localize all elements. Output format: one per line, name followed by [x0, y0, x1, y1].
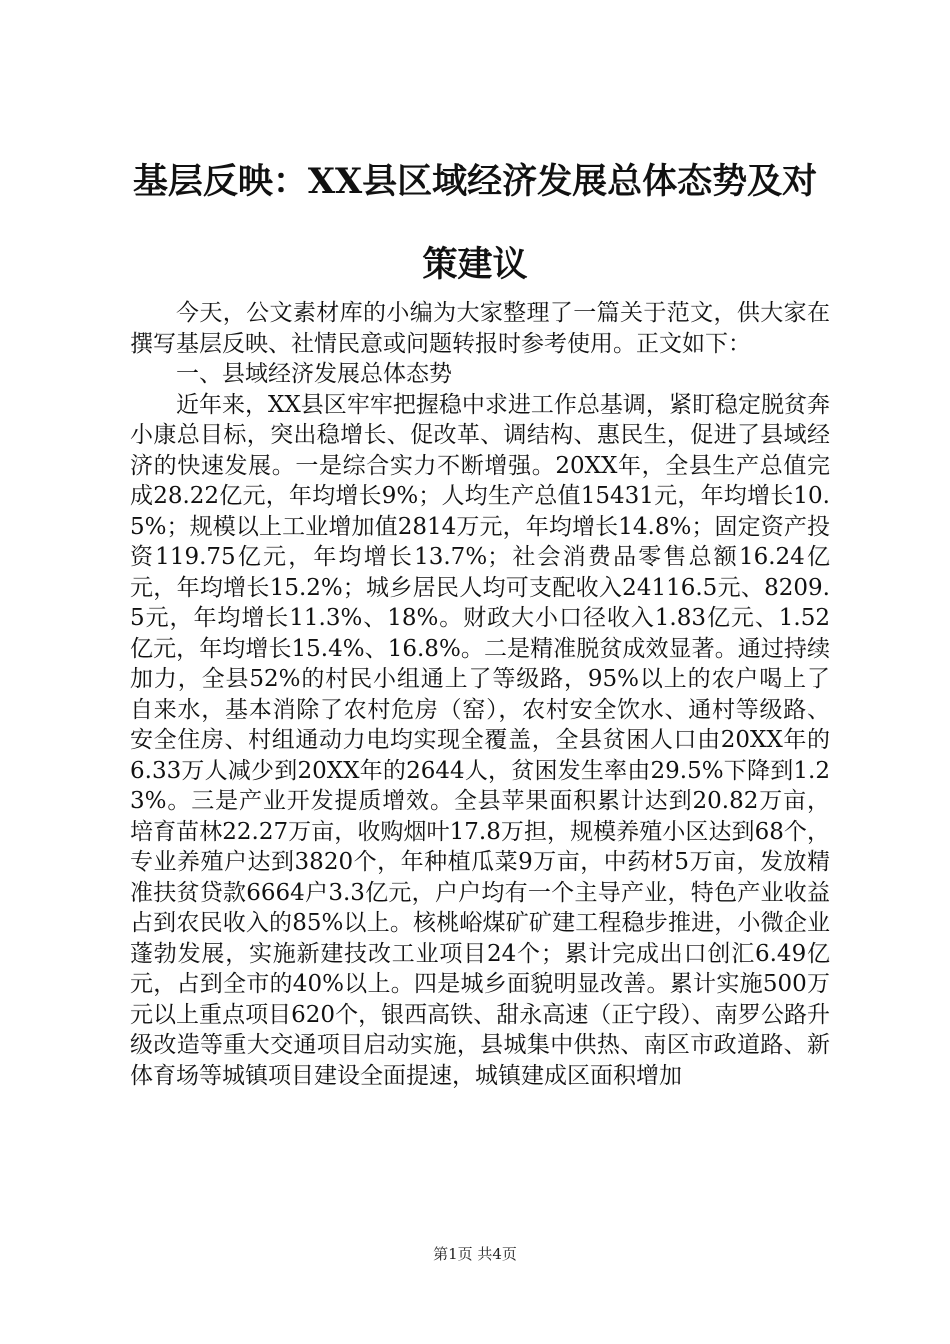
section-heading: 一、县域经济发展总体态势: [176, 361, 452, 387]
page-number-footer: 第1页 共4页: [433, 1245, 517, 1263]
document-title-line-2: 策建议: [422, 244, 528, 285]
document-body: [130, 298, 830, 1091]
document-title-line-1: 基层反映：XX县区域经济发展总体态势及对: [132, 161, 818, 202]
body-paragraph: 近年来，XX县区牢牢把握稳中求进工作总基调，紧盯稳定脱贫奔小康总目标，突出稳增长、促改革、调结构、惠民生，促进了县域经济的快速发展。一是综合实力不断增强。20XX年，全县生产总值完成28.22亿元，年均增长9%；人均生产总值15431元，年均增长10.5%；规模以上工业增加值2814万元，年均增长14.8%；固定资产投资119.75亿元，年均增长13.7%；社会消费品零售总额16.24亿元，年均增长15.2%；城乡居民人均可支配收入24116.5元、8209.5元，年均增长11.3%、18%。财政大小口径收入1.83亿元、1.52亿元，年均增长15.4%、16.8%。二是精准脱贫成效显著。通过持续加力，全县52%的村民小组通上了等级路，95%以上的农户喝上了自来水，基本消除了农村危房（窑），农村安全饮水、通村等级路、安全住房、村组通动力电均实现全覆盖，全县贫困人口由20XX年的6.33万人减少到20XX年的2644人，贫困发生率由29.5%下降到1.23%。三是产业开发提质增效。全县苹果面积累计达到20.82万亩，培育苗林22.27万亩，收购烟叶17.8万担，规模养殖小区达到68个，专业养殖户达到3820个，年种植瓜菜9万亩，中药材5万亩，发放精准扶贫贷款6664户3.3亿元，户户均有一个主导产业，特色产业收益占到农民收入的85%以上。核桃峪煤矿矿建工程稳步推进，小微企业蓬勃发展，实施新建技改工业项目24个；累计完成出口创汇6.49亿元，占到全市的40%以上。四是城乡面貌明显改善。累计实施500万元以上重点项目620个，银西高铁、甜永高速（正宁段）、南罗公路升级改造等重大交通项目启动实施，县城集中供热、南区市政道路、新体育场等城镇项目建设全面提速，城镇建成区面积增加: [130, 391, 830, 1089]
intro-paragraph: 今天，公文素材库的小编为大家整理了一篇关于范文，供大家在撰写基层反映、社情民意或问题转报时参考使用。正文如下：: [130, 300, 830, 357]
